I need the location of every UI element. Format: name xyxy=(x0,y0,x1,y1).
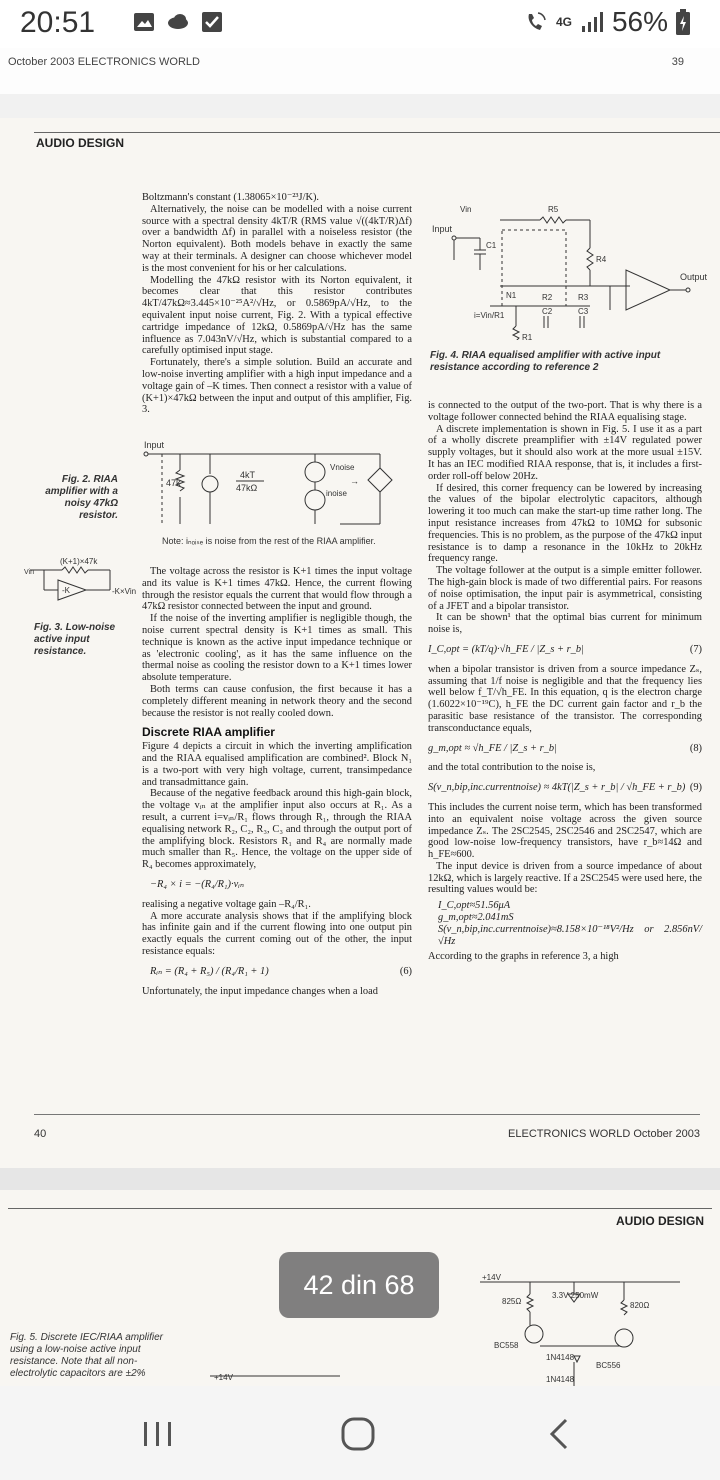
paragraph: Both terms can cause confusion, the first because it has a completely different meaning in network theory and the second because the resistor is not really cooled down. xyxy=(142,683,412,719)
paragraph: The voltage across the resistor is K+1 times the input voltage and its value is K+1 times 47kΩ. Hence, the current flowing through the resistor equals the current that would flow through a 47kΩ resistor connected between the input and ground. xyxy=(142,566,412,613)
page-gap xyxy=(0,94,720,118)
result-line: I_C,opt≈51.56μA xyxy=(438,900,511,912)
equation-8 xyxy=(428,743,702,755)
svg-text:Vnoise: Vnoise xyxy=(330,463,355,472)
equation-7-number: (7) xyxy=(689,643,702,655)
equation-gain: −R₄ × i = −(R₄/R₁)·vᵢₙ xyxy=(150,878,245,890)
equation-8-body: g_m,opt ≈ √h_FE / |Z_s + r_b| xyxy=(428,742,557,754)
check-box-icon xyxy=(200,10,224,34)
paragraph: Figure 4 depicts a circuit in which the inverting amplification and the RIAA equalised amplification are combined². Block N₁ is a two-port with very high voltage, current, transimpedance and transadmittance gain. xyxy=(142,741,412,788)
paragraph: Unfortunately, the input impedance changes when a load xyxy=(142,985,378,997)
cloud-icon xyxy=(166,10,190,34)
paragraph: The input device is driven from a source impedance of about 12kΩ, which is largely reactive. If a 2SC2545 were used here, the resulting values would be: xyxy=(428,860,702,896)
fig2-schematic xyxy=(140,440,410,534)
paragraph: is connected to the output of the two-port. That is why there is a voltage follower connected behind the RIAA equalising stage. xyxy=(428,400,702,423)
fig5-schematic xyxy=(200,1270,680,1386)
svg-text:C3: C3 xyxy=(578,307,589,316)
page-number: 40 xyxy=(34,1128,47,1140)
signal-icon xyxy=(580,10,604,34)
svg-text:-K×Vin: -K×Vin xyxy=(112,587,136,596)
wifi-call-icon xyxy=(524,10,548,34)
fig5-label-bc556: BC556 xyxy=(596,1361,621,1370)
svg-text:Vin: Vin xyxy=(24,569,34,576)
svg-text:Input: Input xyxy=(144,440,165,450)
paragraph: and the total contribution to the noise is, xyxy=(428,762,596,774)
paragraph: Fortunately, there's a simple solution. Build an accurate and low-noise inverting amplifier with a high input impedance and a voltage gain of –K times. Then connect a resistor with a value of (K+1)×47kΩ between the input and output of this amplifier, Fig. 3. xyxy=(142,357,412,416)
status-bar xyxy=(0,0,720,48)
paragraph: realising a negative voltage gain –R₄/R₁. xyxy=(142,898,311,910)
fig5-label-bc558: BC558 xyxy=(494,1341,519,1350)
svg-text:Input: Input xyxy=(432,224,453,234)
equation-9 xyxy=(428,782,702,794)
previous-page-number: 39 xyxy=(671,56,684,68)
fig4-schematic xyxy=(430,190,710,340)
column-2 xyxy=(428,400,702,963)
section-label: AUDIO DESIGN xyxy=(36,136,125,150)
svg-text:R4: R4 xyxy=(596,255,607,264)
paragraph: Boltzmann's constant (1.38065×10⁻²³J/K). xyxy=(142,192,320,203)
navigation-bar xyxy=(0,1386,720,1480)
svg-text:C1: C1 xyxy=(486,241,497,250)
fig3-caption: Fig. 3. Low-noise active input resistance. xyxy=(34,622,116,657)
column-1-bottom xyxy=(142,566,412,997)
battery-percent: 56% xyxy=(611,6,668,37)
network-type: 4G xyxy=(555,15,572,29)
result-line: g_m,opt≈2.041mS xyxy=(438,912,514,924)
svg-text:N1: N1 xyxy=(506,291,517,300)
equation-8-number: (8) xyxy=(689,742,702,754)
fig5-label-820: 820Ω xyxy=(630,1301,650,1310)
paragraph: A discrete implementation is shown in Fig. 5. I use it as a part of a wholly discrete preamplifier with ±14V regulated power supply voltages, but it should also work at the more usual ±15V. It has an IEC modified RIAA response, that is, it includes a first-order roll-off below 20Hz. xyxy=(428,423,702,482)
status-time: 20:51 xyxy=(20,6,96,39)
svg-text:-K: -K xyxy=(62,586,70,595)
paragraph: Because of the negative feedback around this high-gain block, the voltage vᵢₙ at the amplifier input also occurs at R₁. As a result, a current i=vᵢₙ/R₁ flows through R₁, through the RIAA equalising network R₂, C₂, R₃, C₃ and through the output port of the amplifying block. Resistors R₁ and R₄ are normally made much smaller than R₅. Hence, the voltage on the upper side of R₄ becomes approximately, xyxy=(142,788,412,871)
equation-9-number: (9) xyxy=(689,782,702,794)
fig5-label-14v-left: +14V xyxy=(214,1373,233,1382)
result-line: S(v_n,bip,inc.currentnoise)≈8.158×10⁻¹⁸V²/Hz or 2.856nV/√Hz xyxy=(438,923,702,947)
previous-page-title: October 2003 ELECTRONICS WORLD xyxy=(8,56,200,68)
fig3-schematic xyxy=(24,554,136,614)
svg-text:4kT: 4kT xyxy=(240,470,256,480)
paragraph: It can be shown¹ that the optimal bias current for minimum noise is, xyxy=(428,612,702,636)
paragraph: Modelling the 47kΩ resistor with its Norton equivalent, it becomes clear that this resistor contributes 4kT/47kΩ≈3.445×10⁻²⁵A²/√Hz, or 0.5869pA/√Hz, to the equivalent input noise current, Fig. 2. With a typical effective cartridge impedance of 12kΩ, 0.5869pA/√Hz has the same influence as 7.043nV/√Hz, which is substantial compared to a carefully optimised input stage. xyxy=(142,274,412,357)
fig5-label-14v: +14V xyxy=(482,1273,501,1282)
svg-text:Output: Output xyxy=(680,272,708,282)
back-icon[interactable] xyxy=(540,1414,580,1454)
svg-text:47k: 47k xyxy=(166,478,181,488)
svg-text:i=Vin/R1: i=Vin/R1 xyxy=(474,311,505,320)
results-block xyxy=(438,900,702,947)
paragraph: If the noise of the inverting amplifier is negligible though, the noise current spectral density is K+1 times as small. This technique is known as the active input impedance technique or as 'electronic cooling', as it has the same influence on the thermal noise as cooling the resistor down to a K+1 times lower absolute temperature. xyxy=(142,613,412,684)
paragraph: The voltage follower at the output is a simple emitter follower. The high-gain block is made of two differential pairs. For reasons of noise optimisation, the input pair is asymmetrical, consisting of a JFET and a bipolar transistor. xyxy=(428,565,702,612)
paragraph: A more accurate analysis shows that if the amplifying block has infinite gain and if the current flowing into one output pin exactly equals the current coming out of the other, the input resistance equals: xyxy=(142,910,412,957)
home-icon[interactable] xyxy=(338,1414,378,1454)
svg-text:→: → xyxy=(350,476,359,486)
fig5-label-zener: 3.3V 250mW xyxy=(552,1291,599,1300)
header-rule xyxy=(34,132,720,133)
svg-text:C2: C2 xyxy=(542,307,553,316)
section-heading: Discrete RIAA amplifier xyxy=(142,725,275,740)
page-indicator: 42 din 68 xyxy=(279,1252,439,1318)
equation-6-body: Rᵢₙ = (R₄ + R₅) / (R₄/R₁ + 1) xyxy=(150,965,269,977)
footer-rule xyxy=(34,1114,700,1115)
previous-page-footer xyxy=(0,48,720,94)
svg-text:R5: R5 xyxy=(548,205,559,214)
svg-text:inoise: inoise xyxy=(326,489,347,498)
paragraph: when a bipolar transistor is driven from a source impedance Zₛ, assuming that 1/f noise is negligible and that the frequency lies well below f_T/√h_FE. In this equation, q is the electron charge (1.6022×10⁻¹⁹C), h_FE the DC current gain factor and r_b the parasitic base resistance of the transistor. The corresponding transconductance equals, xyxy=(428,663,702,734)
document-page[interactable] xyxy=(0,118,720,1168)
svg-text:Vin: Vin xyxy=(460,205,472,214)
fig2-note: Note: iₙₒᵢₛₑ is noise from the rest of the RIAA amplifier. xyxy=(162,536,376,546)
recent-apps-icon[interactable] xyxy=(138,1414,178,1454)
paragraph: Alternatively, the noise can be modelled with a noise current source with a spectral density 4kT/R (RMS value √((4kT/R)Δf) over a bandwidth Δf) in parallel with a noiseless resistor (the Norton equivalent). Both models behave in exactly the same way at their terminals. A designer can choose whichever model is the most convenient for his or her calculations. xyxy=(142,203,412,274)
fig5-label-1n4148: 1N4148 xyxy=(546,1353,575,1362)
svg-text:R2: R2 xyxy=(542,293,553,302)
paragraph: This includes the current noise term, which has been transformed into an equivalent noise voltage across the given source impedance Zₛ. The 2SC2545, 2SC2546 and 2SC2547, which are good low-noise low-frequency transistors, have r_b≈14Ω and h_FE≈600. xyxy=(428,801,702,861)
paragraph: According to the graphs in reference 3, a high xyxy=(428,951,619,963)
equation-7-body: I_C,opt = (kT/q)·√h_FE / |Z_s + r_b| xyxy=(428,643,584,655)
fig5-label-1n4148-b: 1N4148 xyxy=(546,1375,575,1384)
svg-text:(K+1)×47k: (K+1)×47k xyxy=(60,557,98,566)
svg-text:R1: R1 xyxy=(522,333,533,340)
equation-6 xyxy=(150,966,412,978)
svg-text:R3: R3 xyxy=(578,293,589,302)
fig2-caption: Fig. 2. RIAA amplifier with a noisy 47kΩ resistor. xyxy=(45,474,118,521)
next-section-label: AUDIO DESIGN xyxy=(615,1214,704,1228)
equation-6-number: (6) xyxy=(399,965,412,977)
fig5-label-825: 825Ω xyxy=(502,1297,522,1306)
paragraph: If desired, this corner frequency can be lowered by increasing the values of the bipolar electrolytic capacitors, although lowering it too much can make the start-up time rather long. The input resistance increases from 47kΩ to 10MΩ for subsonic frequencies. This is no problem, as the purpose of the 47kΩ input resistance is to damp a resonance in the 10kHz to 20kHz frequency range. xyxy=(428,482,702,565)
equation-9-body: S(v_n,bip,inc.currentnoise) ≈ 4kT(|Z_s + r_b| / √h_FE + r_b) xyxy=(428,782,686,794)
fig5-caption: Fig. 5. Discrete IEC/RIAA amplifier using a low-noise active input resistance. Note that all non-electrolytic capacitors are ±2% xyxy=(10,1332,164,1379)
battery-icon xyxy=(676,9,690,35)
equation-7 xyxy=(428,644,702,656)
fig4-caption: Fig. 4. RIAA equalised amplifier with active input resistance according to reference 2 xyxy=(430,350,661,373)
column-1-top xyxy=(142,192,412,416)
footer-title: ELECTRONICS WORLD October 2003 xyxy=(508,1128,700,1140)
gallery-icon xyxy=(132,10,156,34)
header-rule xyxy=(8,1208,712,1209)
page-gap xyxy=(0,1168,720,1190)
svg-text:47kΩ: 47kΩ xyxy=(236,483,258,493)
